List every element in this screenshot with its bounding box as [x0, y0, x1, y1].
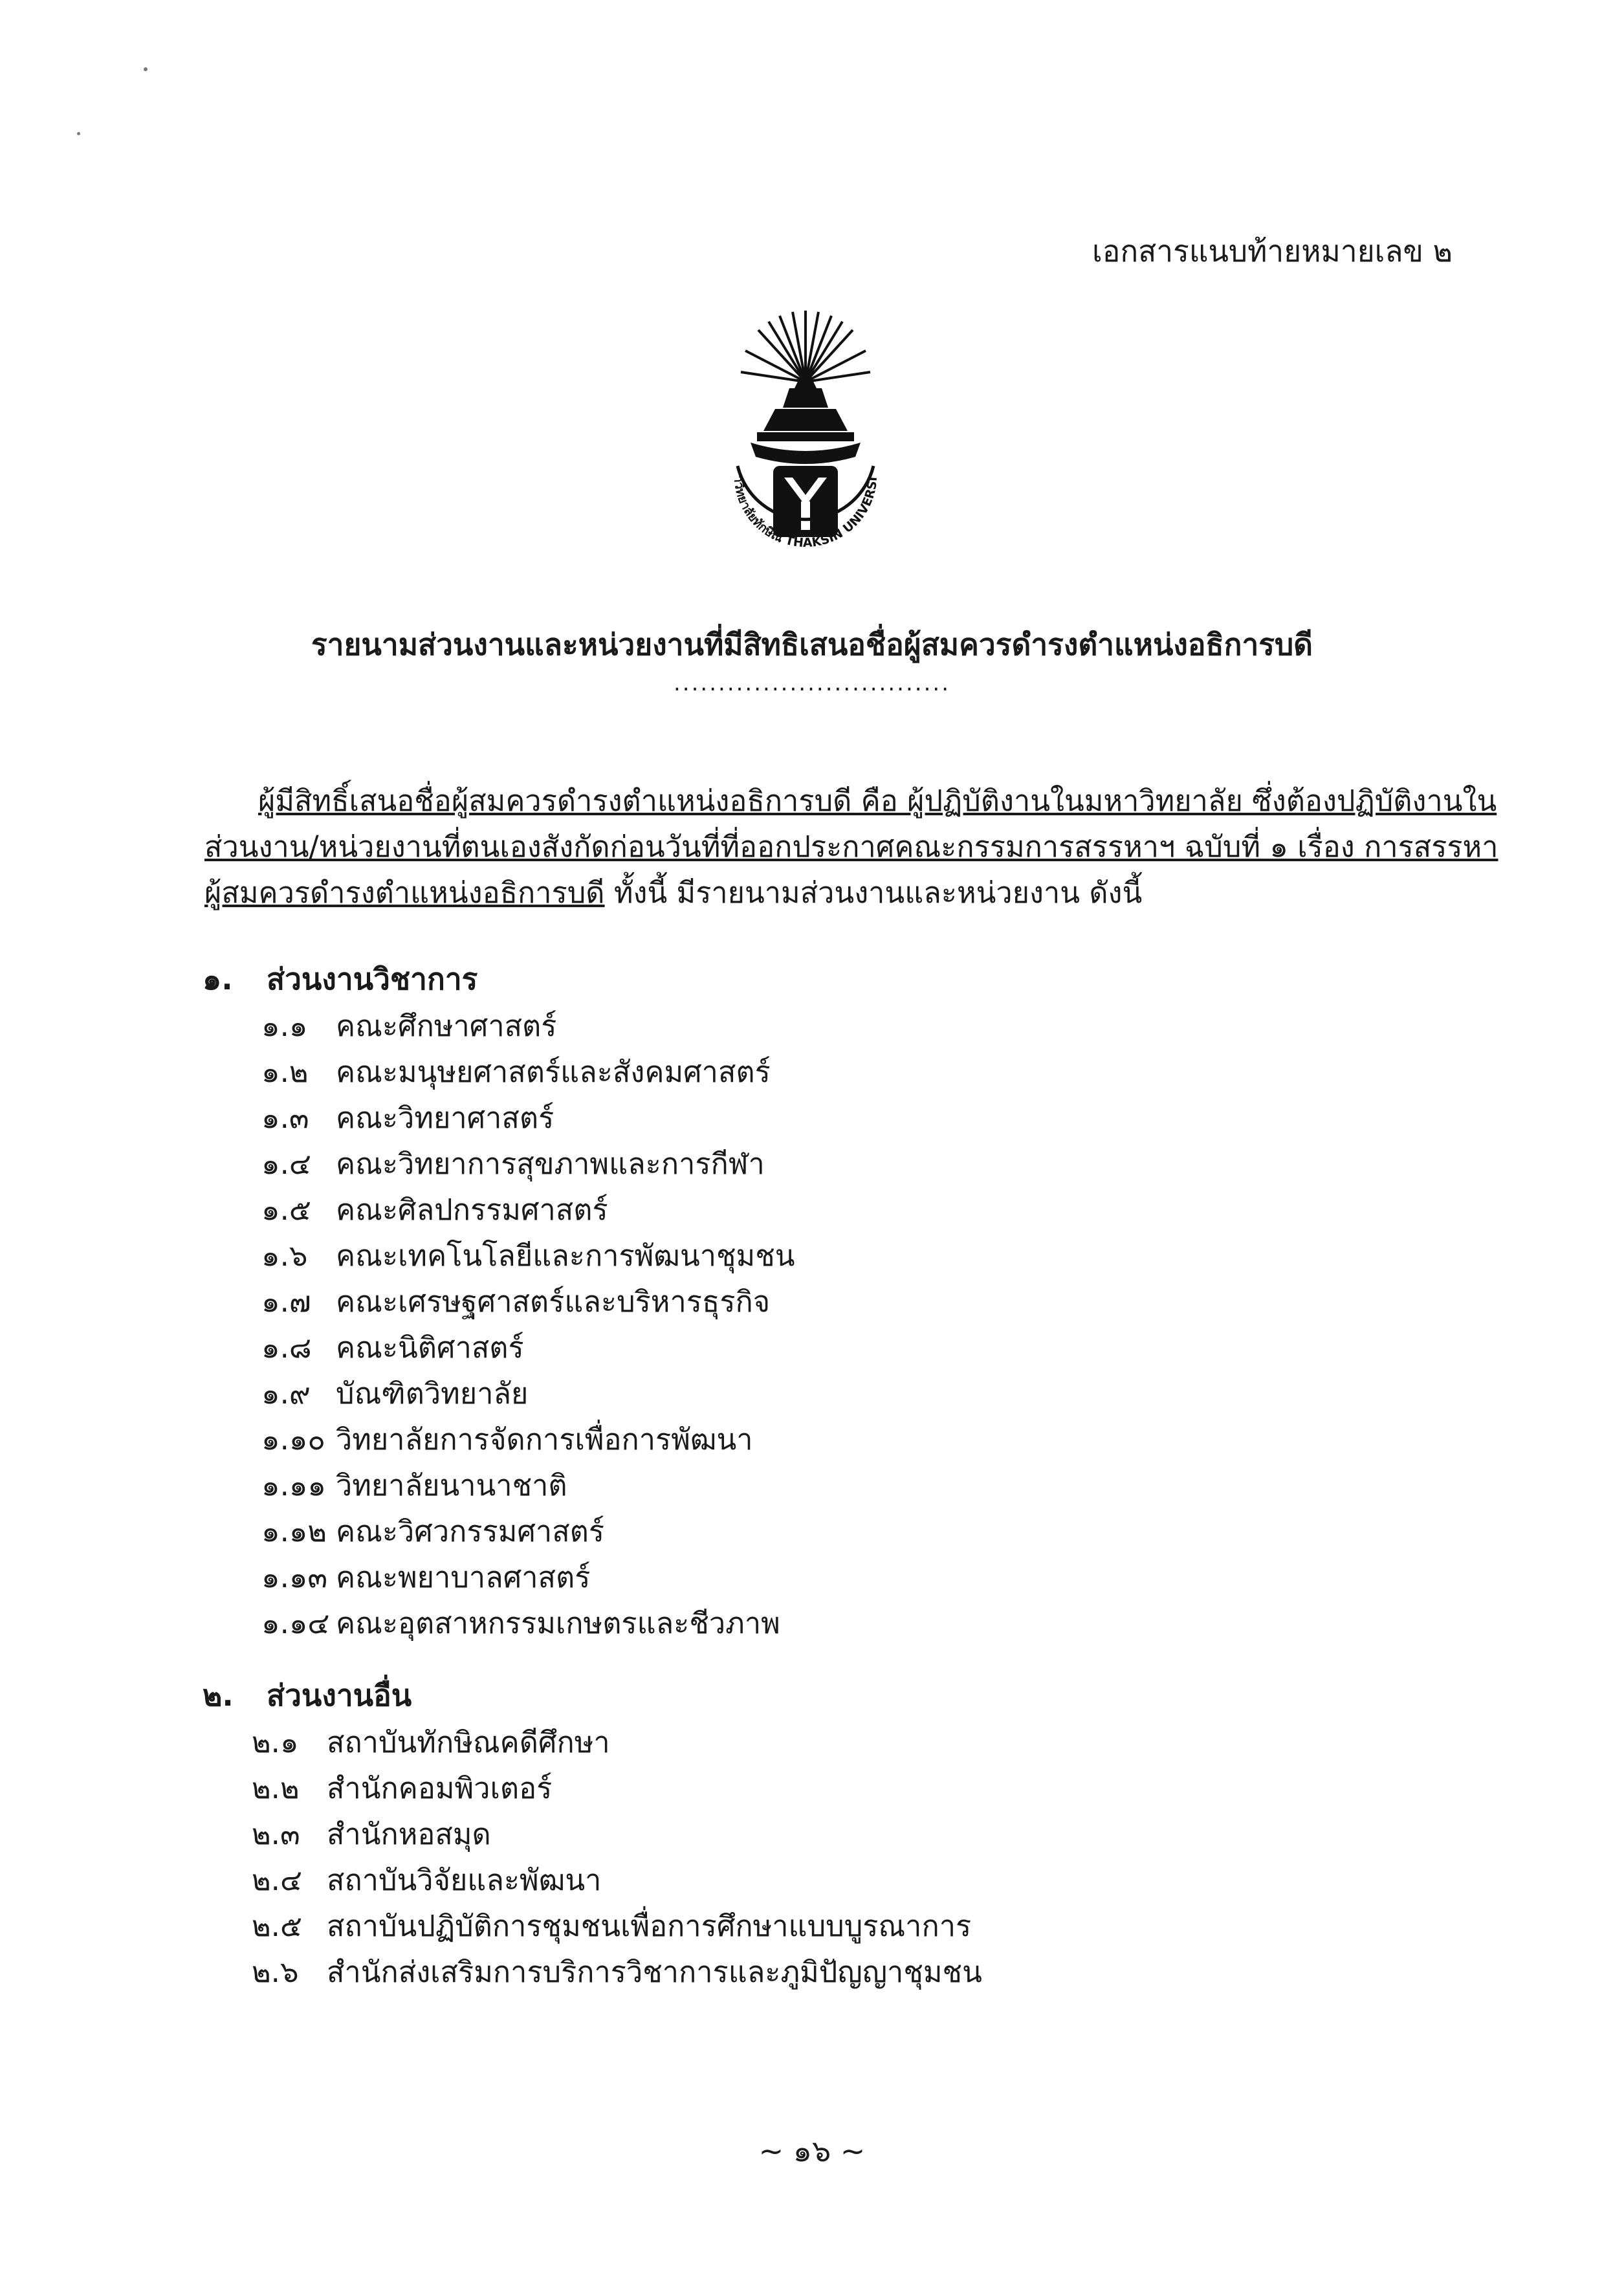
intro-line-1: [258, 777, 1497, 824]
scan-speck: [144, 67, 148, 71]
list-item: [261, 1048, 771, 1095]
list-item-label: คณะศิลปกรรมศาสตร์: [336, 1193, 608, 1227]
list-item-label: คณะเทคโนโลยีและการพัฒนาชุมชน: [336, 1238, 795, 1273]
list-item-number: ๒.๕: [252, 1909, 303, 1943]
list-item-number: ๑.๑๔: [261, 1606, 330, 1640]
logo-seal-text: าวิทยาลัยทักษิณ THAKSIN UNIVERSI: [730, 475, 881, 551]
list-item: [261, 1416, 753, 1462]
list-item-label: วิทยาลัยการจัดการเพื่อการพัฒนา: [336, 1422, 753, 1457]
list-item-number: ๒.๔: [252, 1863, 303, 1897]
list-item: [261, 1600, 780, 1646]
list-item-label: สำนักหอสมุด: [327, 1817, 491, 1851]
list-item-label: คณะศึกษาศาสตร์: [336, 1009, 557, 1043]
list-item-number: ๑.๓: [261, 1101, 309, 1135]
list-item: [261, 1094, 554, 1141]
list-item-number: ๒.๓: [252, 1817, 300, 1851]
list-item: [261, 1554, 590, 1600]
list-item-label: คณะมนุษยศาสตร์และสังคมศาสตร์: [336, 1055, 771, 1089]
list-item: [252, 1719, 610, 1765]
list-item-number: ๑.๗: [261, 1284, 311, 1319]
list-item-number: ๒.๑: [252, 1725, 299, 1759]
list-item-number: ๑.๑: [261, 1009, 308, 1043]
list-item-number: ๑.๔: [261, 1147, 311, 1181]
section-title: ส่วนงานวิชาการ: [267, 962, 478, 996]
list-item-label: วิทยาลัยนานาชาติ: [336, 1468, 567, 1502]
list-item: [261, 1278, 770, 1325]
list-item-number: ๑.๑๐: [261, 1422, 325, 1457]
intro-line-3-rest: ทั้งนี้ มีรายนามส่วนงานและหน่วยงาน ดังนี้: [604, 875, 1143, 910]
list-item: [261, 1186, 608, 1233]
page-number: ~ ๑๖ ~: [758, 2133, 866, 2168]
list-item-label: คณะเศรษฐศาสตร์และบริหารธุรกิจ: [336, 1284, 771, 1319]
list-item: [252, 1810, 491, 1857]
list-item-number: ๑.๑๓: [261, 1560, 328, 1594]
list-item-number: ๑.๕: [261, 1193, 311, 1227]
title-divider-dots: ...............................: [673, 670, 951, 696]
list-item: [252, 1948, 982, 1995]
list-item: [252, 1856, 601, 1903]
university-logo: [712, 304, 899, 589]
section-number: ๒.: [203, 1678, 234, 1713]
list-item-label: คณะอุตสาหกรรมเกษตรและชีวภาพ: [336, 1606, 780, 1640]
list-item-number: ๑.๖: [261, 1238, 308, 1273]
list-item-number: ๑.๙: [261, 1376, 311, 1411]
list-item-label: บัณฑิตวิทยาลัย: [336, 1376, 529, 1411]
list-item-label: คณะวิศวกรรมศาสตร์: [336, 1514, 605, 1548]
thaksin-university-seal-icon: [712, 304, 899, 589]
list-item-number: ๒.๖: [252, 1955, 299, 1989]
attachment-label: เอกสารแนบท้ายหมายเลข ๒: [1092, 234, 1453, 269]
list-item: [261, 1370, 528, 1416]
list-item-number: ๒.๒: [252, 1771, 300, 1805]
list-item-label: สถาบันทักษิณคดีศึกษา: [327, 1725, 610, 1759]
list-item: [261, 1508, 604, 1554]
scan-speck: [77, 132, 80, 135]
section-number: ๑.: [203, 962, 233, 996]
list-item-label: คณะวิทยาการสุขภาพและการกีฬา: [336, 1147, 765, 1181]
list-item: [252, 1902, 971, 1949]
list-item: [261, 1140, 765, 1187]
list-item-label: สำนักคอมพิวเตอร์: [327, 1771, 553, 1805]
list-item: [261, 1462, 567, 1508]
list-item-number: ๑.๘: [261, 1330, 312, 1365]
list-item-number: ๑.๑๑: [261, 1468, 326, 1502]
list-item-label: สถาบันปฏิบัติการชุมชนเพื่อการศึกษาแบบบูรณาการ: [327, 1909, 972, 1943]
intro-line-2: [204, 823, 1498, 870]
list-item: [261, 1324, 524, 1370]
document-title: รายนามส่วนงานและหน่วยงานที่มีสิทธิเสนอชื่อผู้สมควรดำรงตำแหน่งอธิการบดี: [311, 627, 1313, 662]
intro-line-2-text: ส่วนงาน/หน่วยงานที่ตนเองสังกัดก่อนวันที่ที่ออกประกาศคณะกรรมการสรรหาฯ ฉบับที่ ๑ เรื่อง การสรรหา: [204, 830, 1498, 864]
list-item-number: ๑.๑๒: [261, 1514, 327, 1548]
list-item-label: สถาบันวิจัยและพัฒนา: [327, 1863, 602, 1897]
intro-line-3: [204, 869, 1414, 916]
list-item: [261, 1232, 795, 1279]
intro-line-1-text: ผู้มีสิทธิ์เสนอชื่อผู้สมควรดำรงตำแหน่งอธิการบดี คือ ผู้ปฏิบัติงานในมหาวิทยาลัย ซึ่งต้องปฏิบัติงานใน: [258, 784, 1497, 818]
intro-line-3-underlined: ผู้สมควรดำรงตำแหน่งอธิการบดี: [204, 875, 605, 910]
section-title: ส่วนงานอื่น: [267, 1678, 412, 1713]
list-item: [252, 1765, 552, 1811]
list-item-label: คณะพยาบาลศาสตร์: [336, 1560, 591, 1594]
list-item-label: คณะวิทยาศาสตร์: [336, 1101, 554, 1135]
list-item-label: คณะนิติศาสตร์: [336, 1330, 524, 1365]
list-item-label: สำนักส่งเสริมการบริการวิชาการและภูมิปัญญาชุมชน: [327, 1955, 982, 1989]
list-item-number: ๑.๒: [261, 1055, 309, 1089]
list-item: [261, 1002, 556, 1049]
